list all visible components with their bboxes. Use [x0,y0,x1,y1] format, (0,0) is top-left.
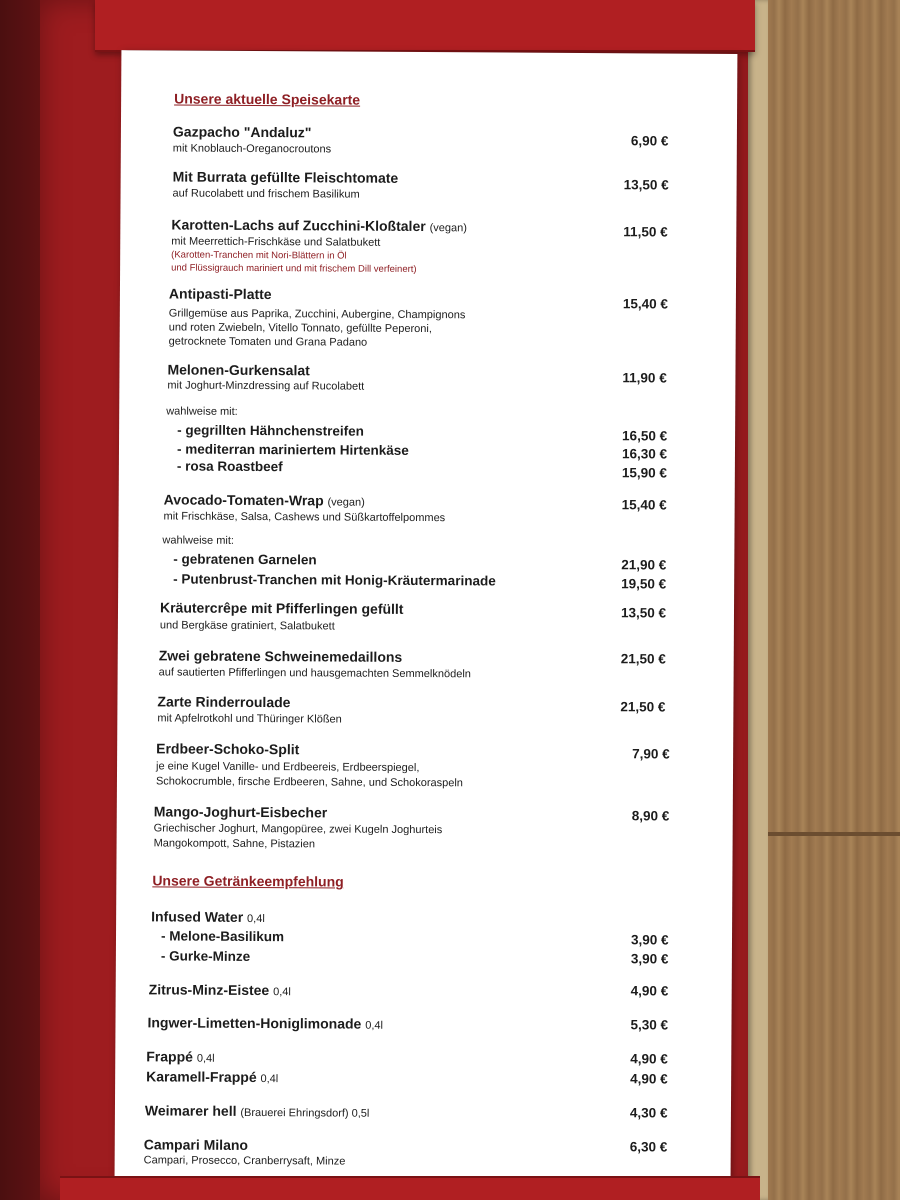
item-price: 21,50 € [620,651,666,667]
drink-price: 4,90 € [630,1051,668,1067]
option-label: - rosa Roastbeef [176,458,283,475]
drink-size: 0,4l [365,1019,384,1032]
item-note: (Karotten-Tranchen mit Nori-Blättern in Öl [171,249,347,262]
item-price: 11,90 € [622,370,667,386]
table-seam [755,832,900,836]
drink-option-price: 3,90 € [630,951,669,967]
drink-desc: Campari, Prosecco, Cranberrysaft, Minze [143,1154,346,1168]
item-price: 15,40 € [622,296,668,312]
option-price: 16,30 € [621,446,668,462]
section-title-food: Unsere aktuelle Speisekarte [174,90,361,108]
option-price: 19,50 € [621,576,667,592]
item-desc: und roten Zwiebeln, Vitello Tonnato, gefüllte Peperoni, [168,321,432,336]
item-desc: mit Joghurt-Minzdressing auf Rucolabett [167,379,365,393]
item-name: Karotten-Lachs auf Zucchini-Kloßtaler (vegan) [171,216,467,235]
item-desc: mit Apfelrotkohl und Thüringer Klößen [157,712,342,726]
menu-binding [748,0,768,1200]
item-name: Erdbeer-Schoko-Split [156,740,300,758]
drink-option-label: - Gurke-Minze [160,948,251,964]
item-desc: mit Knoblauch-Oreganocroutons [172,142,332,156]
drink-name: Zitrus-Minz-Eistee 0,4l [148,981,291,999]
item-desc: auf Rucolabett und frischem Basilikum [172,187,360,201]
drink-price: 4,30 € [629,1105,668,1121]
menu-pocket-bottom [60,1176,760,1200]
drink-size: 0,4l [196,1052,215,1065]
item-name: Zarte Rinderroulade [157,693,291,711]
options-intro: wahlweise mit: [166,405,238,418]
menu-pocket-top [95,0,755,52]
option-label: - gebratenen Garnelen [173,551,317,568]
item-desc: getrocknete Tomaten und Grana Padano [168,335,368,349]
item-desc: Griechischer Joghurt, Mangopüree, zwei Kugeln Joghurteis [153,822,443,837]
item-desc: auf sautierten Pfifferlingen und hausgemachten Semmelknödeln [158,666,471,681]
item-desc: Schokocrumble, firsche Erdbeeren, Sahne, und Schokoraspeln [155,775,463,790]
option-label: - mediterran mariniertem Hirtenkäse [176,441,409,458]
item-desc: und Bergkäse gratiniert, Salatbukett [159,619,335,633]
menu-sheet [115,50,738,1180]
vegan-tag: (vegan) [327,496,365,509]
option-price: 15,90 € [621,465,667,481]
item-price: 13,50 € [623,177,669,193]
drink-name: Campari Milano [143,1136,249,1153]
drink-price: 4,90 € [630,983,669,999]
item-price: 21,50 € [620,699,666,715]
item-desc: mit Frischkäse, Salsa, Cashews und Süßkartoffelpommes [163,510,446,525]
option-price: 16,50 € [622,428,668,444]
item-desc: Grillgemüse aus Paprika, Zucchini, Aubergine, Champignons [168,307,466,322]
drink-name: Infused Water 0,4l [151,908,265,926]
option-price: 21,90 € [621,557,667,573]
option-label: - gegrillten Hähnchenstreifen [177,422,364,439]
vegan-tag: (vegan) [429,222,467,235]
drink-name: Ingwer-Limetten-Honiglimonade 0,4l [147,1014,384,1032]
drink-option-price: 3,90 € [630,932,669,948]
item-name: Melonen-Gurkensalat [167,361,310,379]
item-name: Zwei gebratene Schweinemedaillons [158,647,403,665]
item-desc: mit Meerrettich-Frischkäse und Salatbukett [171,235,381,249]
item-desc: Mangokompott, Sahne, Pistazien [153,837,316,851]
option-label: - Putenbrust-Tranchen mit Honig-Kräutermarinade [173,571,496,589]
drink-size: (Brauerei Ehringsdorf) 0,5l [240,1106,370,1120]
item-price: 8,90 € [631,808,670,824]
drink-size: 0,4l [260,1073,279,1086]
item-name: Avocado-Tomaten-Wrap (vegan) [163,491,365,509]
item-price: 6,90 € [630,133,669,149]
drink-size: 0,4l [273,986,291,999]
item-name: Antipasti-Platte [168,285,272,303]
item-name: Mango-Joghurt-Eisbecher [153,803,328,821]
item-name: Mit Burrata gefüllte Fleischtomate [172,168,399,186]
item-note: und Flüssigrauch mariniert und mit frischem Dill verfeinert) [171,262,417,275]
drink-option-label: - Melone-Basilikum [160,928,285,945]
item-name: Gazpacho "Andaluz" [172,123,312,141]
item-price: 7,90 € [632,746,670,762]
item-name: Kräutercrêpe mit Pfifferlingen gefüllt [159,599,404,617]
section-title-drinks: Unsere Getränkeempfehlung [152,872,344,890]
item-desc: je eine Kugel Vanille- und Erdbeereis, Erdbeerspiegel, [156,760,420,775]
item-price: 11,50 € [623,224,668,240]
drink-price: 4,90 € [630,1071,668,1087]
options-intro: wahlweise mit: [162,534,234,547]
item-price: 13,50 € [620,605,667,621]
drink-price: 6,30 € [629,1139,668,1155]
item-price: 15,40 € [621,497,667,513]
drink-name: Weimarer hell (Brauerei Ehringsdorf) 0,5l [144,1102,370,1120]
drink-name: Frappé 0,4l [146,1048,215,1065]
drink-price: 5,30 € [630,1017,669,1033]
drink-name: Karamell-Frappé 0,4l [146,1068,279,1086]
drink-size: 0,4l [247,912,265,926]
